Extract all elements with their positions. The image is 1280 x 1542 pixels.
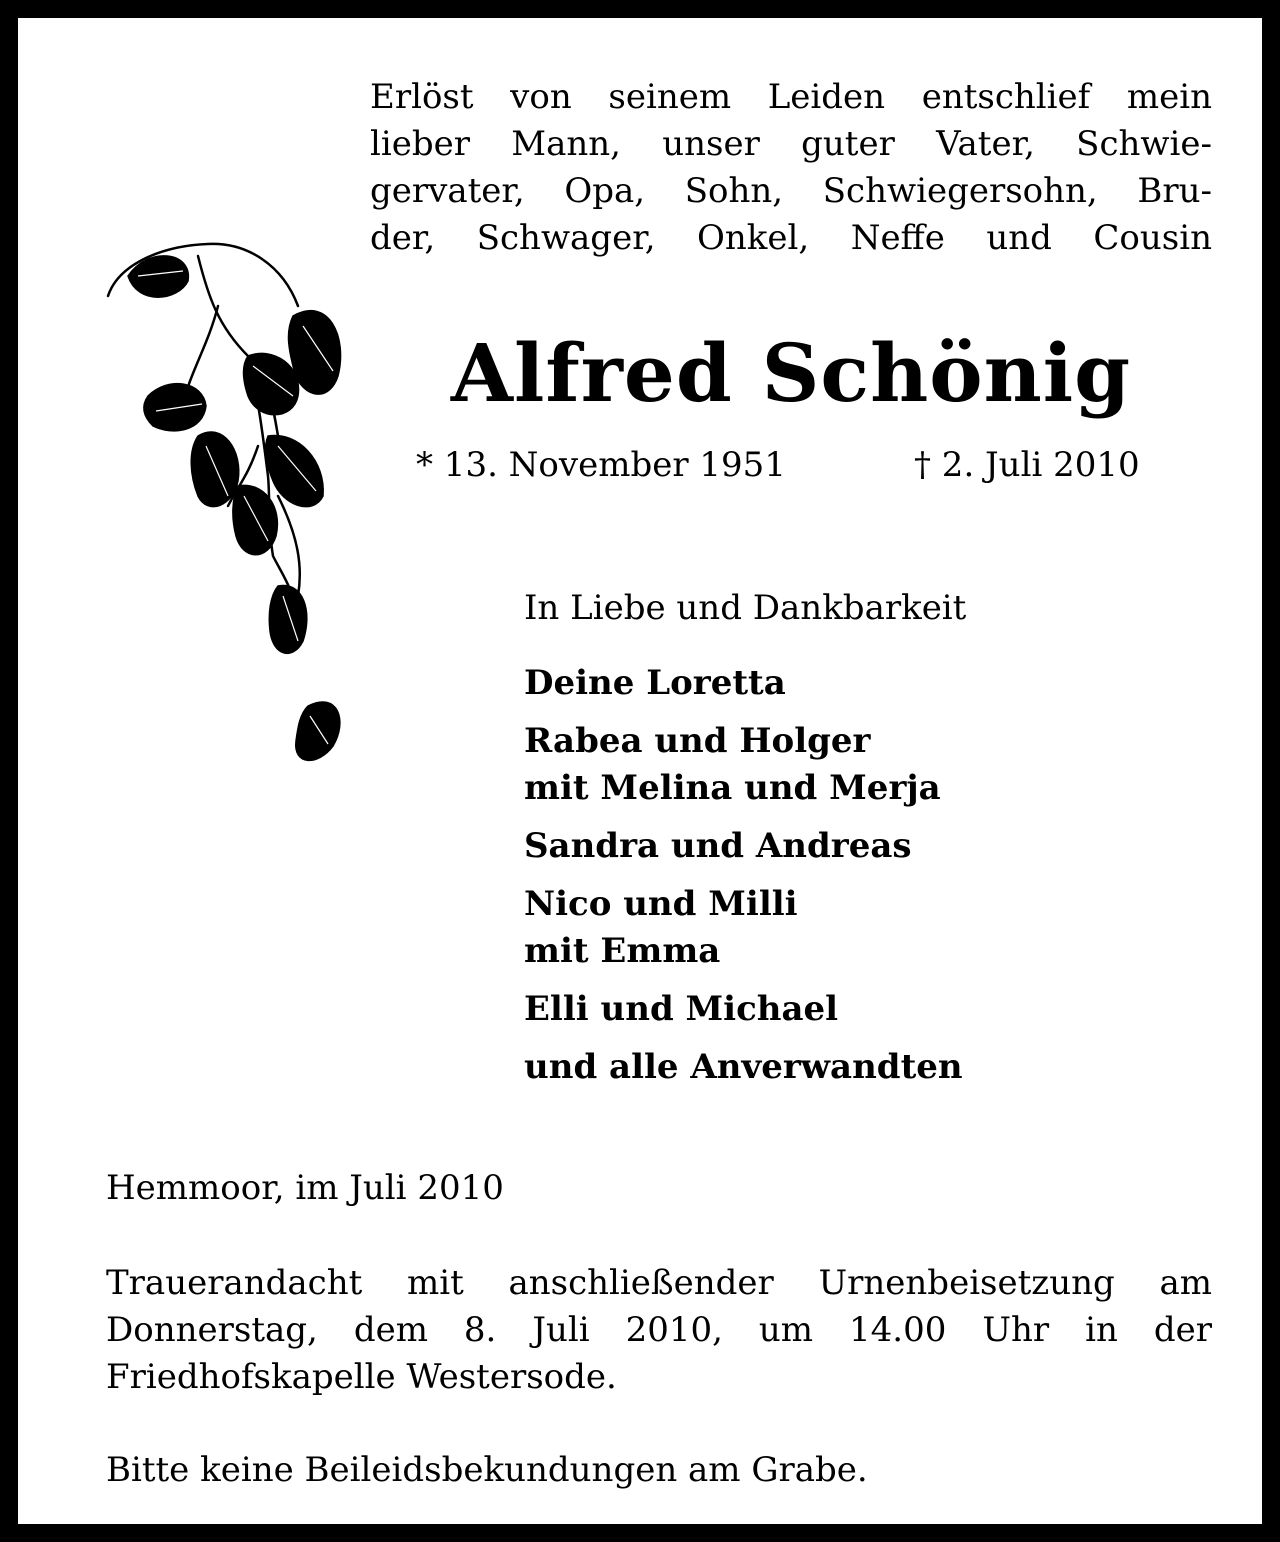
list-item <box>524 718 963 812</box>
intro-line: lieber Mann, unser guter Vater, Schwie- <box>370 124 1212 164</box>
mourner-line: und alle Anverwandten <box>524 1047 963 1087</box>
mourner-line: Rabea und Holger <box>524 721 871 761</box>
mourners-intro: In Liebe und Dankbarkeit <box>524 588 967 628</box>
mourner-line: Nico und Milli <box>524 884 798 924</box>
service-line: Friedhofskapelle Westersode. <box>106 1357 617 1397</box>
mourner-line: Deine Loretta <box>524 663 786 703</box>
list-item <box>524 881 963 975</box>
list-item <box>524 986 963 1033</box>
death-date: † 2. Juli 2010 <box>914 445 1140 485</box>
mourners-list <box>524 660 963 1102</box>
list-item <box>524 823 963 870</box>
birth-date: * 13. November 1951 <box>416 445 786 485</box>
leaf-branch-icon <box>98 236 358 776</box>
mourner-line: Sandra und Andreas <box>524 826 912 866</box>
list-item <box>524 660 963 707</box>
intro-line: gervater, Opa, Sohn, Schwiegersohn, Bru- <box>370 171 1212 211</box>
intro-line: Erlöst von seinem Leiden entschlief mein <box>370 77 1212 117</box>
service-line: Trauerandacht mit anschließender Urnenbeisetzung am <box>106 1263 1212 1303</box>
intro-line: der, Schwager, Onkel, Neffe und Cousin <box>370 218 1212 258</box>
service-line: Donnerstag, dem 8. Juli 2010, um 14.00 Uhr in der <box>106 1310 1212 1350</box>
deceased-name: Alfred Schönig <box>450 326 1132 420</box>
service-info <box>106 1260 1212 1401</box>
mourner-line: mit Melina und Merja <box>524 768 941 808</box>
intro-text <box>370 74 1212 262</box>
place-date: Hemmoor, im Juli 2010 <box>106 1168 504 1208</box>
mourner-line: mit Emma <box>524 931 721 971</box>
closing-note: Bitte keine Beileidsbekundungen am Grabe. <box>106 1450 868 1490</box>
mourner-line: Elli und Michael <box>524 989 839 1029</box>
list-item <box>524 1044 963 1091</box>
